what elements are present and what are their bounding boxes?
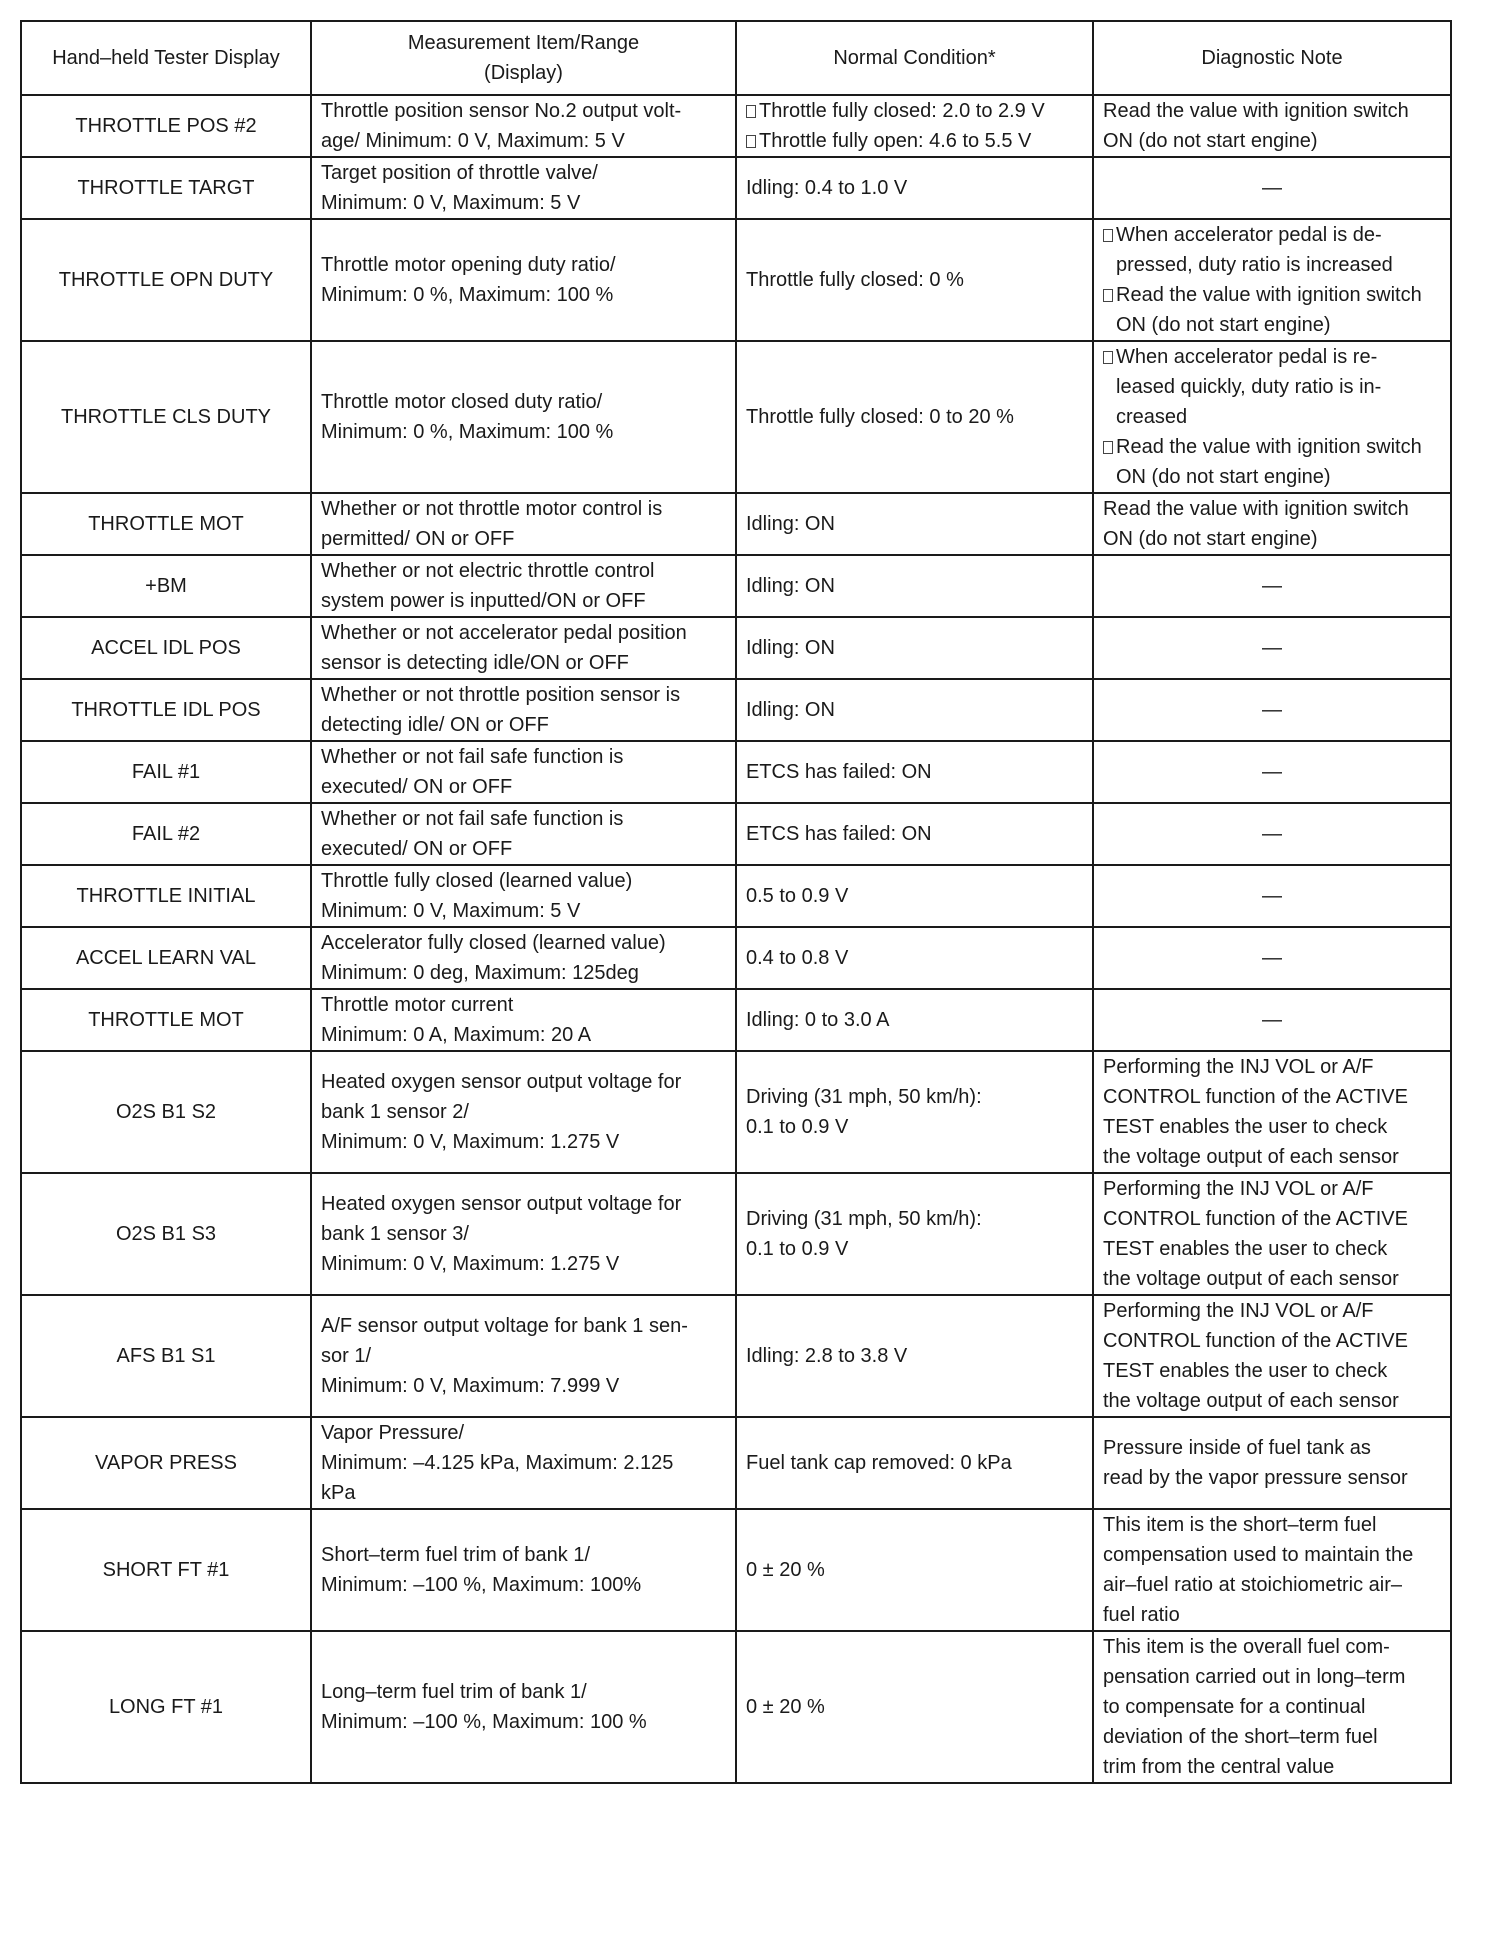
table-row	[21, 157, 1451, 219]
measurement-line: bank 1 sensor 3/	[321, 1223, 469, 1245]
normal-line: Throttle fully closed: 0 to 20 %	[746, 406, 1014, 428]
normal-line: Driving (31 mph, 50 km/h):	[746, 1086, 982, 1108]
cell-measurement	[311, 803, 736, 865]
measurement-line: age/ Minimum: 0 V, Maximum: 5 V	[321, 130, 625, 152]
table-row	[21, 803, 1451, 865]
measurement-line: Whether or not fail safe function is	[321, 746, 624, 768]
cell-diagnostic-note	[1093, 1417, 1451, 1509]
table-row	[21, 989, 1451, 1051]
bullet-item: When accelerator pedal is re- leased quickly, duty ratio is in- creased	[1103, 342, 1441, 432]
note-line: to compensate for a continual	[1103, 1696, 1366, 1718]
cell-diagnostic-note	[1093, 865, 1451, 927]
normal-line: ETCS has failed: ON	[746, 761, 932, 783]
cell-measurement	[311, 865, 736, 927]
cell-measurement	[311, 95, 736, 157]
cell-display: THROTTLE MOT	[21, 989, 311, 1051]
normal-line: Idling: ON	[746, 575, 835, 597]
table-row	[21, 865, 1451, 927]
measurement-line: sor 1/	[321, 1345, 372, 1367]
note-line: —	[1262, 823, 1282, 845]
cell-display: THROTTLE MOT	[21, 493, 311, 555]
measurement-line: Throttle fully closed (learned value)	[321, 870, 633, 892]
bullet-item: Throttle fully closed: 2.0 to 2.9 V	[746, 96, 1083, 126]
normal-line: Idling: 0 to 3.0 A	[746, 1009, 890, 1031]
measurement-line: Minimum: –4.125 kPa, Maximum: 2.125	[321, 1452, 674, 1474]
cell-measurement	[311, 1631, 736, 1783]
cell-diagnostic-note	[1093, 1509, 1451, 1631]
cell-normal-condition	[736, 679, 1093, 741]
cell-normal-condition	[736, 865, 1093, 927]
measurement-line: Heated oxygen sensor output voltage for	[321, 1071, 682, 1093]
note-line: CONTROL function of the ACTIVE	[1103, 1330, 1408, 1352]
measurement-line: Whether or not throttle position sensor is	[321, 684, 681, 706]
normal-line: 0.1 to 0.9 V	[746, 1238, 849, 1260]
note-line: ON (do not start engine)	[1103, 130, 1318, 152]
table-row	[21, 1173, 1451, 1295]
note-line: TEST enables the user to check	[1103, 1238, 1388, 1260]
cell-display: THROTTLE INITIAL	[21, 865, 311, 927]
cell-display: O2S B1 S2	[21, 1051, 311, 1173]
cell-diagnostic-note	[1093, 1295, 1451, 1417]
cell-measurement	[311, 341, 736, 493]
measurement-line: A/F sensor output voltage for bank 1 sen-	[321, 1315, 688, 1337]
note-line: —	[1262, 947, 1282, 969]
cell-diagnostic-note	[1093, 555, 1451, 617]
cell-diagnostic-note	[1093, 219, 1451, 341]
measurement-line: executed/ ON or OFF	[321, 776, 513, 798]
measurement-line: Throttle motor closed duty ratio/	[321, 391, 603, 413]
cell-normal-condition	[736, 803, 1093, 865]
table-body	[21, 95, 1451, 1783]
note-line: —	[1262, 637, 1282, 659]
note-line: pensation carried out in long–term	[1103, 1666, 1406, 1688]
header-display: Hand–held Tester Display	[21, 21, 311, 95]
cell-diagnostic-note	[1093, 157, 1451, 219]
cell-measurement	[311, 1509, 736, 1631]
note-line: CONTROL function of the ACTIVE	[1103, 1208, 1408, 1230]
cell-diagnostic-note	[1093, 95, 1451, 157]
header-normal-condition: Normal Condition*	[736, 21, 1093, 95]
table-header	[21, 21, 1451, 95]
cell-measurement	[311, 219, 736, 341]
note-line: —	[1262, 177, 1282, 199]
cell-normal-condition	[736, 95, 1093, 157]
table-row	[21, 1295, 1451, 1417]
cell-measurement	[311, 157, 736, 219]
measurement-line: Target position of throttle valve/	[321, 162, 598, 184]
measurement-line: Whether or not fail safe function is	[321, 808, 624, 830]
cell-measurement	[311, 1173, 736, 1295]
measurement-line: kPa	[321, 1482, 356, 1504]
cell-measurement	[311, 927, 736, 989]
measurement-line: Minimum: 0 A, Maximum: 20 A	[321, 1024, 592, 1046]
cell-normal-condition	[736, 1631, 1093, 1783]
measurement-line: Minimum: 0 V, Maximum: 1.275 V	[321, 1253, 620, 1275]
cell-normal-condition	[736, 927, 1093, 989]
note-line: Read the value with ignition switch	[1103, 100, 1409, 122]
note-line: the voltage output of each sensor	[1103, 1390, 1399, 1412]
measurement-line: detecting idle/ ON or OFF	[321, 714, 549, 736]
measurement-line: executed/ ON or OFF	[321, 838, 513, 860]
cell-display: FAIL #2	[21, 803, 311, 865]
cell-normal-condition	[736, 1173, 1093, 1295]
table-row	[21, 1631, 1451, 1783]
measurement-line: Throttle motor opening duty ratio/	[321, 254, 616, 276]
cell-measurement	[311, 679, 736, 741]
cell-measurement	[311, 493, 736, 555]
header-measurement	[311, 21, 736, 95]
normal-line: 0.4 to 0.8 V	[746, 947, 849, 969]
note-line: air–fuel ratio at stoichiometric air–	[1103, 1574, 1403, 1596]
measurement-line: Minimum: –100 %, Maximum: 100 %	[321, 1711, 647, 1733]
normal-line: Idling: 0.4 to 1.0 V	[746, 177, 908, 199]
normal-line: 0.5 to 0.9 V	[746, 885, 849, 907]
cell-normal-condition	[736, 1051, 1093, 1173]
bullet-item: When accelerator pedal is de- pressed, duty ratio is increased	[1103, 220, 1441, 280]
cell-diagnostic-note	[1093, 927, 1451, 989]
cell-display: THROTTLE TARGT	[21, 157, 311, 219]
cell-display: THROTTLE POS #2	[21, 95, 311, 157]
cell-measurement	[311, 1417, 736, 1509]
cell-measurement	[311, 617, 736, 679]
cell-display: LONG FT #1	[21, 1631, 311, 1783]
measurement-line: Minimum: 0 %, Maximum: 100 %	[321, 284, 614, 306]
header-measurement-line: (Display)	[484, 62, 563, 84]
measurement-line: Vapor Pressure/	[321, 1422, 465, 1444]
measurement-line: sensor is detecting idle/ON or OFF	[321, 652, 629, 674]
measurement-line: Minimum: –100 %, Maximum: 100%	[321, 1574, 642, 1596]
cell-measurement	[311, 555, 736, 617]
cell-normal-condition	[736, 157, 1093, 219]
normal-line: Fuel tank cap removed: 0 kPa	[746, 1452, 1012, 1474]
note-line: trim from the central value	[1103, 1756, 1335, 1778]
measurement-line: Minimum: 0 V, Maximum: 5 V	[321, 900, 581, 922]
note-line: deviation of the short–term fuel	[1103, 1726, 1378, 1748]
normal-line: Idling: ON	[746, 699, 835, 721]
measurement-line: Whether or not throttle motor control is	[321, 498, 663, 520]
cell-measurement	[311, 989, 736, 1051]
table-row	[21, 555, 1451, 617]
measurement-line: Throttle motor current	[321, 994, 514, 1016]
note-line: This item is the short–term fuel	[1103, 1514, 1377, 1536]
normal-line: Idling: ON	[746, 513, 835, 535]
cell-diagnostic-note	[1093, 1051, 1451, 1173]
cell-normal-condition	[736, 617, 1093, 679]
bullet-item: Throttle fully open: 4.6 to 5.5 V	[746, 126, 1083, 156]
note-line: Performing the INJ VOL or A/F	[1103, 1056, 1374, 1078]
cell-display: VAPOR PRESS	[21, 1417, 311, 1509]
note-line: —	[1262, 885, 1282, 907]
cell-display: FAIL #1	[21, 741, 311, 803]
table-row	[21, 219, 1451, 341]
cell-diagnostic-note	[1093, 989, 1451, 1051]
cell-normal-condition	[736, 989, 1093, 1051]
cell-normal-condition	[736, 493, 1093, 555]
note-line: Read the value with ignition switch	[1103, 498, 1409, 520]
note-line: TEST enables the user to check	[1103, 1360, 1388, 1382]
note-line: Performing the INJ VOL or A/F	[1103, 1300, 1374, 1322]
note-line: ON (do not start engine)	[1103, 528, 1318, 550]
cell-diagnostic-note	[1093, 741, 1451, 803]
table-row	[21, 617, 1451, 679]
cell-diagnostic-note	[1093, 341, 1451, 493]
measurement-line: Whether or not accelerator pedal position	[321, 622, 687, 644]
cell-measurement	[311, 741, 736, 803]
cell-normal-condition	[736, 1509, 1093, 1631]
measurement-line: Whether or not electric throttle control	[321, 560, 655, 582]
cell-display: ACCEL IDL POS	[21, 617, 311, 679]
measurement-line: Heated oxygen sensor output voltage for	[321, 1193, 682, 1215]
cell-diagnostic-note	[1093, 617, 1451, 679]
cell-normal-condition	[736, 341, 1093, 493]
cell-diagnostic-note	[1093, 803, 1451, 865]
measurement-line: system power is inputted/ON or OFF	[321, 590, 646, 612]
note-line: CONTROL function of the ACTIVE	[1103, 1086, 1408, 1108]
cell-diagnostic-note	[1093, 679, 1451, 741]
note-line: fuel ratio	[1103, 1604, 1180, 1626]
table-row	[21, 1051, 1451, 1173]
bullet-item: Read the value with ignition switch ON (do not start engine)	[1103, 280, 1441, 340]
measurement-line: Minimum: 0 V, Maximum: 1.275 V	[321, 1131, 620, 1153]
cell-display: THROTTLE IDL POS	[21, 679, 311, 741]
note-line: read by the vapor pressure sensor	[1103, 1467, 1408, 1489]
data-list-table	[20, 20, 1452, 1784]
cell-diagnostic-note	[1093, 1631, 1451, 1783]
measurement-line: bank 1 sensor 2/	[321, 1101, 469, 1123]
measurement-line: Short–term fuel trim of bank 1/	[321, 1544, 591, 1566]
normal-line: Idling: 2.8 to 3.8 V	[746, 1345, 908, 1367]
table-row	[21, 741, 1451, 803]
cell-display: +BM	[21, 555, 311, 617]
measurement-line: Accelerator fully closed (learned value)	[321, 932, 666, 954]
measurement-line: Minimum: 0 V, Maximum: 5 V	[321, 192, 581, 214]
note-line: the voltage output of each sensor	[1103, 1268, 1399, 1290]
measurement-line: Minimum: 0 deg, Maximum: 125deg	[321, 962, 639, 984]
table-row	[21, 341, 1451, 493]
cell-normal-condition	[736, 1295, 1093, 1417]
normal-line: Throttle fully closed: 0 %	[746, 269, 964, 291]
note-line: Performing the INJ VOL or A/F	[1103, 1178, 1374, 1200]
cell-display: THROTTLE OPN DUTY	[21, 219, 311, 341]
cell-normal-condition	[736, 555, 1093, 617]
measurement-line: permitted/ ON or OFF	[321, 528, 515, 550]
cell-display: AFS B1 S1	[21, 1295, 311, 1417]
cell-display: THROTTLE CLS DUTY	[21, 341, 311, 493]
note-line: Pressure inside of fuel tank as	[1103, 1437, 1371, 1459]
note-line: compensation used to maintain the	[1103, 1544, 1414, 1566]
normal-line: Driving (31 mph, 50 km/h):	[746, 1208, 982, 1230]
table-row	[21, 1509, 1451, 1631]
header-row	[21, 21, 1451, 95]
bullet-item: Read the value with ignition switch ON (do not start engine)	[1103, 432, 1441, 492]
note-line: —	[1262, 1009, 1282, 1031]
table-row	[21, 1417, 1451, 1509]
cell-display: ACCEL LEARN VAL	[21, 927, 311, 989]
measurement-line: Minimum: 0 %, Maximum: 100 %	[321, 421, 614, 443]
cell-measurement	[311, 1295, 736, 1417]
measurement-line: Long–term fuel trim of bank 1/	[321, 1681, 587, 1703]
header-diagnostic-note: Diagnostic Note	[1093, 21, 1451, 95]
cell-normal-condition	[736, 1417, 1093, 1509]
note-line: —	[1262, 575, 1282, 597]
cell-measurement	[311, 1051, 736, 1173]
normal-line: Idling: ON	[746, 637, 835, 659]
cell-normal-condition	[736, 741, 1093, 803]
measurement-line: Throttle position sensor No.2 output volt-	[321, 100, 682, 122]
measurement-line: Minimum: 0 V, Maximum: 7.999 V	[321, 1375, 620, 1397]
cell-normal-condition	[736, 219, 1093, 341]
cell-diagnostic-note	[1093, 493, 1451, 555]
normal-line: 0.1 to 0.9 V	[746, 1116, 849, 1138]
table-row	[21, 927, 1451, 989]
header-measurement-line: Measurement Item/Range	[407, 32, 640, 54]
cell-diagnostic-note	[1093, 1173, 1451, 1295]
table-row	[21, 493, 1451, 555]
table-row	[21, 95, 1451, 157]
note-line: This item is the overall fuel com-	[1103, 1636, 1390, 1658]
normal-line: ETCS has failed: ON	[746, 823, 932, 845]
note-line: TEST enables the user to check	[1103, 1116, 1388, 1138]
note-line: the voltage output of each sensor	[1103, 1146, 1399, 1168]
note-line: —	[1262, 699, 1282, 721]
normal-line: 0 ± 20 %	[746, 1559, 825, 1581]
normal-line: 0 ± 20 %	[746, 1696, 825, 1718]
table-row	[21, 679, 1451, 741]
note-line: —	[1262, 761, 1282, 783]
cell-display: O2S B1 S3	[21, 1173, 311, 1295]
cell-display: SHORT FT #1	[21, 1509, 311, 1631]
